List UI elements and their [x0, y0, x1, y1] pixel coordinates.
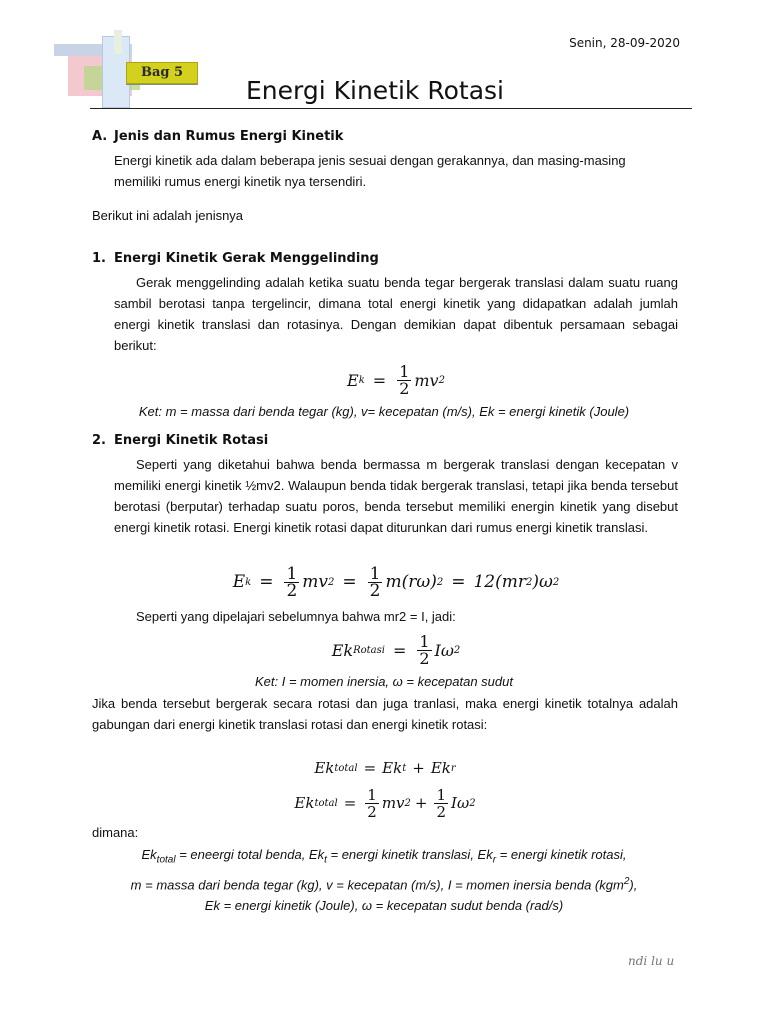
eq-term-sup: 2	[438, 374, 445, 386]
eq-denominator: 2	[367, 802, 377, 821]
eq-denominator: 2	[399, 378, 410, 398]
eq-term-sup: 2	[469, 797, 476, 809]
eq-term: Iω	[451, 794, 470, 812]
item-paragraph: Seperti yang diketahui bahwa benda bermassa m bergerak translasi dengan kecepatan v memiliki energi kinetik ½mv2. Walaupun benda tidak bergerak translasi, tetapi jika benda tersebut berotasi (berputar) terhadap suatu poros, benda tersebut memiliki energin kinetik yang disebut energi kinetik rotasi. Energi kinetik rotasi dapat diturunkan dari rumus energi kinetik translasi.	[114, 457, 678, 535]
eq-numerator: 1	[286, 563, 298, 584]
eq-lhs: E	[232, 572, 246, 592]
equation-total-sum	[92, 756, 678, 780]
eq-term-sup: 2	[436, 576, 444, 588]
section-paragraph: Energi kinetik ada dalam beberapa jenis sesuai dengan gerakannya, dan masing-masing memiliki rumus energi kinetik nya tersendiri.	[114, 153, 626, 189]
eq-term-sup: 2	[328, 576, 335, 588]
handwritten-signature: ndi lu u	[628, 954, 675, 968]
eq-fraction	[365, 787, 379, 820]
item-marker: 2.	[92, 433, 106, 448]
definition-line	[60, 844, 708, 871]
def-text: = energi kinetik translasi, Ek	[326, 847, 493, 862]
total-paragraph: Jika benda tersebut bergerak secara rotasi dan juga tranlasi, maka energi kinetik totalnya adalah gabungan dari energi kinetik translasi rotasi dan energi kinetik rotasi:	[92, 696, 678, 732]
page-title: Energi Kinetik Rotasi	[246, 76, 504, 105]
eq-denominator: 2	[286, 580, 298, 601]
eq-term-sup: 2	[526, 576, 533, 588]
eq-denominator: 2	[369, 580, 381, 601]
eq-equals: =	[363, 759, 377, 777]
def-sub: total	[156, 854, 176, 866]
eq-numerator: 1	[369, 563, 381, 584]
eq-fraction	[368, 563, 383, 601]
inline-line: Seperti yang dipelajari sebelumnya bahwa mr2 = I, jadi:	[136, 609, 456, 624]
intro-line: Berikut ini adalah jenisnya	[92, 208, 244, 223]
dimana-label: dimana:	[92, 825, 139, 840]
section-marker: A.	[92, 129, 108, 144]
eq-term: mv	[302, 572, 329, 592]
eq-lhs: Ek	[294, 794, 315, 812]
eq-lhs: E	[347, 370, 359, 390]
title-underline	[90, 108, 692, 109]
eq-lhs: Ek	[331, 640, 354, 660]
eq-denominator: 2	[419, 648, 430, 668]
def-text: = energi kinetik rotasi,	[496, 847, 627, 862]
eq-equals: =	[342, 572, 357, 592]
eq-plus: +	[414, 794, 428, 812]
eq-term: 12(mr	[473, 572, 526, 592]
eq-term: )ω	[532, 572, 553, 592]
document-date: Senin, 28-09-2020	[569, 36, 680, 50]
equation-total-expanded	[92, 784, 678, 822]
eq-lhs-sub: k	[245, 576, 252, 588]
eq-term: Ek	[430, 759, 451, 777]
def-sup: 2	[623, 875, 630, 887]
eq-term-sup: 2	[552, 576, 560, 588]
definition-line	[60, 871, 708, 895]
eq-term-sup: 2	[404, 797, 411, 809]
eq-numerator: 1	[367, 785, 377, 804]
eq-fraction	[284, 563, 299, 601]
eq-equals: =	[259, 572, 274, 592]
item-heading: Energi Kinetik Gerak Menggelinding	[114, 251, 379, 266]
item-marker: 1.	[92, 251, 106, 266]
equation-note: Ket: m = massa dari benda tegar (kg), v= kecepatan (m/s), Ek = energi kinetik (Joule)	[138, 404, 630, 419]
chapter-label: Bag 5	[140, 65, 184, 80]
eq-fraction	[417, 631, 431, 668]
eq-lhs-sub: total	[334, 762, 358, 774]
def-sub: t	[324, 854, 327, 866]
eq-numerator: 1	[399, 361, 410, 381]
eq-lhs-sub: k	[358, 374, 365, 386]
eq-equals: =	[451, 572, 466, 592]
equation-note: Ket: I = momen inersia, ω = kecepatan sudut	[255, 674, 513, 689]
eq-term: mv	[414, 370, 439, 390]
eq-term: mv	[381, 794, 405, 812]
def-text: m = massa dari benda tegar (kg), v = kecepatan (m/s), I = momen inersia benda (kgm	[130, 876, 624, 892]
equation-rotational	[114, 630, 678, 670]
eq-equals: =	[392, 640, 407, 660]
eq-term-sub: t	[402, 762, 407, 774]
equation-kinetic-energy	[114, 360, 678, 400]
eq-fraction	[434, 787, 448, 820]
item-paragraph: Gerak menggelinding adalah ketika suatu benda tegar bergerak translasi dalam suatu ruang sambil berotasi tanpa tergelincir, dimana total energi kinetik yang didapatkan adalah jumlah energi kinetik translasi dan rotasinya. Dengan demikian dapat dibentuk persamaan sebagai berikut:	[114, 275, 678, 353]
eq-lhs-sub: Rotasi	[353, 644, 385, 656]
eq-numerator: 1	[419, 631, 430, 651]
eq-term: Ek	[382, 759, 403, 777]
def-text: ),	[629, 876, 638, 892]
eq-term: Iω	[434, 640, 454, 660]
chapter-logo	[54, 30, 204, 106]
eq-lhs-sub: total	[314, 797, 338, 809]
logo-shape	[114, 30, 122, 54]
eq-numerator: 1	[436, 785, 447, 804]
eq-plus: +	[412, 759, 425, 777]
def-text: = eneergi total benda, Ek	[175, 847, 325, 862]
definitions-block	[60, 844, 708, 916]
equation-derivation	[114, 562, 678, 602]
section-heading: Jenis dan Rumus Energi Kinetik	[114, 129, 344, 144]
eq-term-sub: r	[450, 762, 456, 774]
def-sub: r	[492, 854, 497, 866]
eq-fraction	[397, 361, 411, 398]
eq-equals: =	[372, 370, 387, 390]
eq-lhs: Ek	[314, 759, 335, 777]
chapter-tab	[126, 62, 198, 84]
definition-line: Ek = energi kinetik (Joule), ω = kecepatan sudut benda (rad/s)	[204, 897, 564, 913]
eq-denominator: 2	[436, 802, 447, 821]
eq-equals: =	[343, 794, 357, 812]
def-term: Ek	[141, 847, 157, 862]
item-heading: Energi Kinetik Rotasi	[114, 433, 269, 448]
eq-term-sup: 2	[453, 644, 461, 656]
eq-term: m(rω)	[385, 572, 437, 592]
